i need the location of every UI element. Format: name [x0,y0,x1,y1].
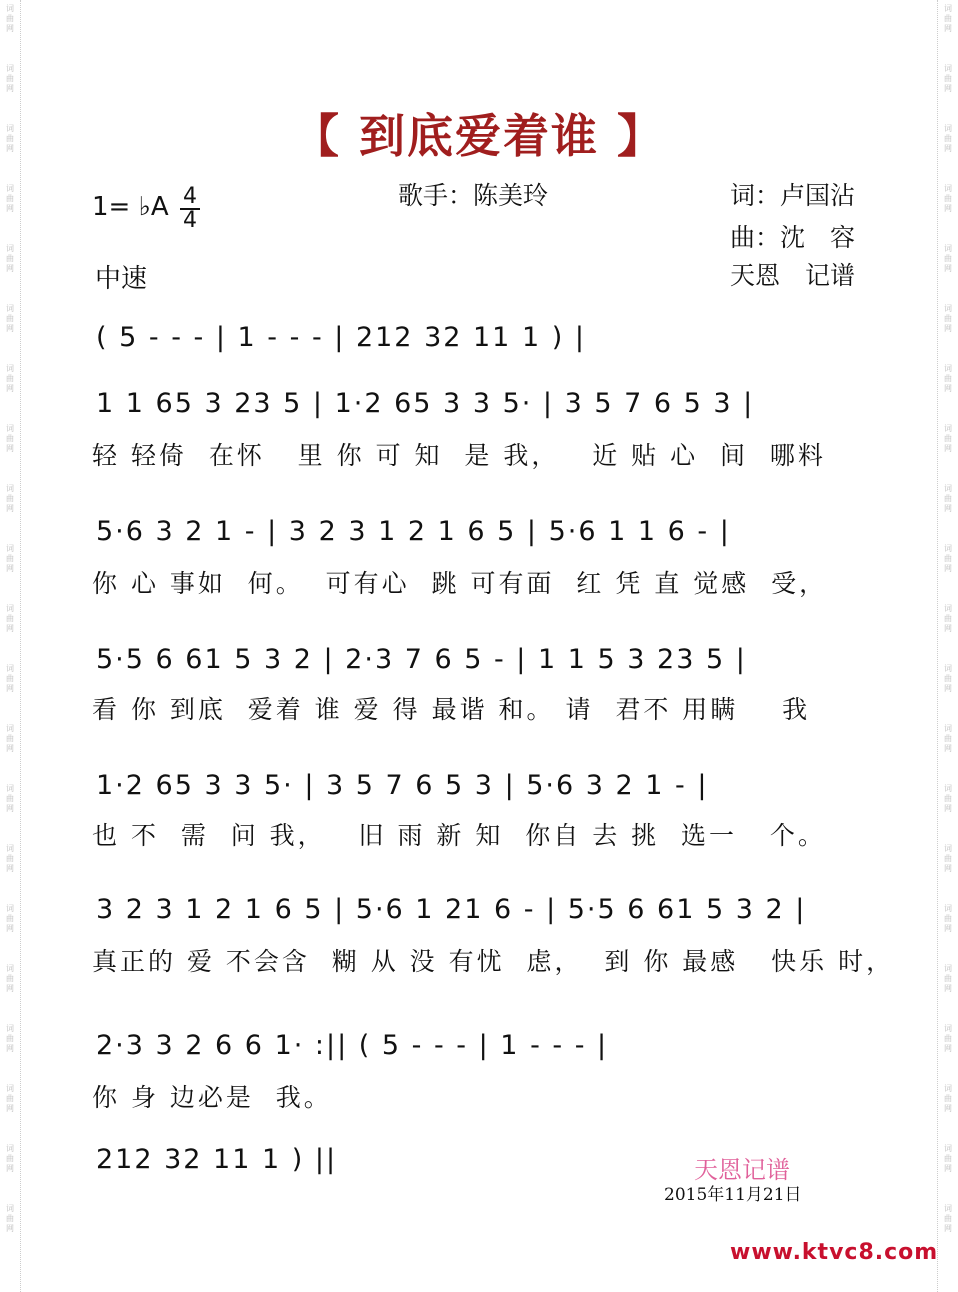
watermark-glyph: 网 [6,264,14,273]
watermark-glyph: 词 [6,1024,14,1033]
watermark-glyph: 网 [944,24,952,33]
watermark-glyph: 曲 [6,1154,14,1163]
watermark-left [0,0,21,1292]
watermark-glyph: 网 [944,804,952,813]
watermark-glyph: 词 [944,784,952,793]
watermark-glyph: 词 [6,724,14,733]
watermark-glyph: 曲 [6,614,14,623]
watermark-glyph: 网 [6,1104,14,1113]
watermark-glyph: 曲 [6,734,14,743]
watermark-block [0,664,20,694]
watermark-glyph: 词 [6,604,14,613]
watermark-glyph: 词 [944,1204,952,1213]
watermark-glyph: 网 [944,744,952,753]
watermark-block [938,1204,958,1234]
watermark-block [938,4,958,34]
watermark-block [0,904,20,934]
watermark-glyph: 网 [6,444,14,453]
watermark-glyph: 曲 [6,254,14,263]
watermark-block [938,844,958,874]
watermark-glyph: 曲 [6,794,14,803]
watermark-block [938,304,958,334]
watermark-glyph: 网 [944,684,952,693]
time-bottom: 4 [180,208,200,232]
notes-line-5: 3 2 3 1 2 1 6 5 | 5·6 1 21 6 - | 5·5 6 61 5 3 2 | [96,894,807,925]
watermark-glyph: 词 [944,664,952,673]
watermark-glyph: 网 [6,1164,14,1173]
watermark-glyph: 网 [6,564,14,573]
watermark-glyph: 曲 [944,974,952,983]
lyricist: 词：卢国沾 [730,181,856,210]
watermark-glyph: 曲 [944,1034,952,1043]
watermark-glyph: 曲 [944,134,952,143]
watermark-glyph: 曲 [6,674,14,683]
watermark-block [938,544,958,574]
watermark-glyph: 曲 [6,74,14,83]
watermark-block [938,724,958,754]
watermark-glyph: 网 [6,984,14,993]
watermark-glyph: 曲 [944,614,952,623]
watermark-glyph: 网 [6,864,14,873]
watermark-block [938,1024,958,1054]
transcriber: 天恩 记谱 [730,261,856,290]
watermark-glyph: 曲 [944,674,952,683]
watermark-glyph: 网 [6,924,14,933]
watermark-glyph: 曲 [944,194,952,203]
watermark-glyph: 词 [944,604,952,613]
watermark-glyph: 曲 [944,254,952,263]
watermark-glyph: 曲 [6,14,14,23]
key-signature: 1= ♭A [92,192,169,222]
watermark-glyph: 词 [6,904,14,913]
watermark-glyph: 网 [944,324,952,333]
watermark-glyph: 网 [6,1224,14,1233]
lyrics-line-1: 轻 轻倚 在怀 里 你 可 知 是 我， 近 贴 心 间 哪料 [92,441,826,470]
watermark-glyph: 网 [6,684,14,693]
lyrics-line-6: 你 身 边必是 我。 [92,1083,332,1112]
site-url: www.ktvc8.com [730,1240,939,1265]
watermark-glyph: 词 [944,1084,952,1093]
notes-line-6: 2·3 3 2 6 6 1· :|| ( 5 - - - | 1 - - - | [96,1030,609,1061]
time-top: 4 [183,184,197,209]
watermark-glyph: 词 [944,124,952,133]
watermark-glyph: 词 [6,64,14,73]
date: 2015年11月21日 [664,1185,802,1205]
watermark-block [0,1204,20,1234]
watermark-glyph: 网 [944,444,952,453]
singer: 歌手：陈美玲 [398,181,549,210]
watermark-glyph: 词 [944,244,952,253]
watermark-glyph: 网 [6,384,14,393]
watermark-glyph: 词 [6,964,14,973]
watermark-glyph: 曲 [6,554,14,563]
time-signature [180,186,200,232]
watermark-block [0,244,20,274]
watermark-glyph: 网 [6,24,14,33]
watermark-glyph: 网 [944,264,952,273]
watermark-glyph: 词 [6,544,14,553]
watermark-glyph: 曲 [944,794,952,803]
watermark-block [0,544,20,574]
watermark-glyph: 词 [6,484,14,493]
watermark-glyph: 曲 [944,1094,952,1103]
watermark-glyph: 曲 [944,74,952,83]
watermark-glyph: 词 [6,304,14,313]
watermark-glyph: 网 [6,1044,14,1053]
watermark-block [938,604,958,634]
watermark-glyph: 网 [944,1224,952,1233]
watermark-glyph: 词 [944,4,952,13]
watermark-glyph: 曲 [6,1094,14,1103]
watermark-block [938,1144,958,1174]
watermark-glyph: 网 [6,84,14,93]
watermark-glyph: 词 [944,964,952,973]
watermark-glyph: 曲 [6,1034,14,1043]
watermark-glyph: 曲 [944,854,952,863]
watermark-glyph: 曲 [944,914,952,923]
watermark-glyph: 网 [6,744,14,753]
watermark-block [0,1144,20,1174]
watermark-block [938,904,958,934]
watermark-glyph: 曲 [6,854,14,863]
watermark-glyph: 网 [944,564,952,573]
watermark-block [0,784,20,814]
watermark-glyph: 词 [944,64,952,73]
watermark-glyph: 曲 [944,1214,952,1223]
watermark-glyph: 网 [944,144,952,153]
watermark-glyph: 词 [6,784,14,793]
watermark-glyph: 曲 [944,1154,952,1163]
watermark-glyph: 曲 [944,554,952,563]
watermark-glyph: 网 [944,984,952,993]
watermark-block [938,664,958,694]
watermark-block [938,1084,958,1114]
watermark-glyph: 曲 [944,314,952,323]
watermark-glyph: 曲 [944,734,952,743]
notes-line-1: 1 1 65 3 23 5 | 1·2 65 3 3 5· | 3 5 7 6 5 3 | [96,388,755,419]
watermark-block [0,1084,20,1114]
watermark-glyph: 词 [944,184,952,193]
watermark-block [0,604,20,634]
watermark-glyph: 词 [6,184,14,193]
notes-line-3: 5·5 6 61 5 3 2 | 2·3 7 6 5 - | 1 1 5 3 23 5 | [96,644,747,675]
watermark-glyph: 曲 [6,434,14,443]
watermark-block [938,64,958,94]
watermark-glyph: 词 [944,904,952,913]
watermark-block [938,964,958,994]
watermark-glyph: 曲 [6,314,14,323]
watermark-glyph: 词 [944,1144,952,1153]
watermark-block [0,184,20,214]
watermark-block [938,784,958,814]
watermark-glyph: 曲 [6,1214,14,1223]
watermark-glyph: 网 [6,804,14,813]
watermark-block [0,4,20,34]
watermark-glyph: 曲 [944,374,952,383]
watermark-glyph: 网 [6,204,14,213]
watermark-glyph: 曲 [6,914,14,923]
watermark-glyph: 网 [944,1104,952,1113]
watermark-glyph: 词 [6,124,14,133]
watermark-glyph: 曲 [6,494,14,503]
watermark-glyph: 词 [944,304,952,313]
watermark-glyph: 网 [944,924,952,933]
watermark-glyph: 曲 [6,134,14,143]
watermark-block [0,424,20,454]
watermark-glyph: 曲 [944,14,952,23]
watermark-glyph: 词 [6,244,14,253]
watermark-glyph: 网 [944,864,952,873]
watermark-glyph: 词 [6,664,14,673]
watermark-block [0,304,20,334]
lyrics-line-4: 也 不 需 问 我， 旧 雨 新 知 你自 去 挑 选一 个。 [92,821,826,850]
watermark-glyph: 曲 [6,374,14,383]
watermark-glyph: 词 [6,844,14,853]
watermark-glyph: 词 [944,544,952,553]
watermark-glyph: 词 [6,1204,14,1213]
watermark-glyph: 词 [6,364,14,373]
watermark-block [938,484,958,514]
lyrics-line-5: 真正的 爱 不会含 糊 从 没 有忧 虑， 到 你 最感 快乐 时， [92,947,895,976]
watermark-glyph: 网 [944,84,952,93]
watermark-block [0,844,20,874]
watermark-glyph: 词 [944,364,952,373]
lyrics-line-3: 看 你 到底 爱着 谁 爱 得 最谐 和。 请 君不 用瞒 我 [92,695,811,724]
watermark-glyph: 网 [6,624,14,633]
watermark-glyph: 词 [944,424,952,433]
watermark-block [938,424,958,454]
watermark-glyph: 词 [944,844,952,853]
watermark-block [0,484,20,514]
watermark-glyph: 曲 [944,494,952,503]
watermark-glyph: 曲 [6,194,14,203]
watermark-glyph: 网 [944,504,952,513]
watermark-glyph: 曲 [944,434,952,443]
watermark-glyph: 网 [944,204,952,213]
watermark-block [0,724,20,754]
watermark-block [0,364,20,394]
notes-line-7: 212 32 11 1 ) || [96,1144,338,1175]
watermark-glyph: 词 [6,4,14,13]
watermark-glyph: 网 [944,624,952,633]
watermark-glyph: 词 [944,724,952,733]
watermark-block [938,364,958,394]
watermark-glyph: 网 [944,384,952,393]
tempo: 中速 [95,264,148,294]
watermark-glyph: 词 [944,1024,952,1033]
watermark-glyph: 网 [6,324,14,333]
watermark-glyph: 词 [944,484,952,493]
song-title: 【 到底爱着谁 】 [292,109,666,163]
watermark-glyph: 网 [6,144,14,153]
lyrics-line-2: 你 心 事如 何。 可有心 跳 可有面 红 凭 直 觉感 受， [92,569,828,598]
watermark-right [937,0,958,1292]
notes-line-4: 1·2 65 3 3 5· | 3 5 7 6 5 3 | 5·6 3 2 1 - | [96,770,709,801]
transcriber-stamp: 天恩记谱 [694,1156,790,1184]
watermark-block [938,184,958,214]
watermark-glyph: 网 [6,504,14,513]
watermark-glyph: 网 [944,1044,952,1053]
watermark-glyph: 词 [6,424,14,433]
notes-line-2: 5·6 3 2 1 - | 3 2 3 1 2 1 6 5 | 5·6 1 1 6 - | [96,516,731,547]
watermark-block [0,64,20,94]
watermark-glyph: 词 [6,1144,14,1153]
composer: 曲：沈 容 [730,223,856,252]
notes-line-0: ( 5 - - - | 1 - - - | 212 32 11 1 ) | [96,322,586,353]
watermark-block [0,964,20,994]
watermark-block [0,1024,20,1054]
watermark-glyph: 网 [944,1164,952,1173]
watermark-block [938,244,958,274]
watermark-glyph: 曲 [6,974,14,983]
watermark-glyph: 词 [6,1084,14,1093]
